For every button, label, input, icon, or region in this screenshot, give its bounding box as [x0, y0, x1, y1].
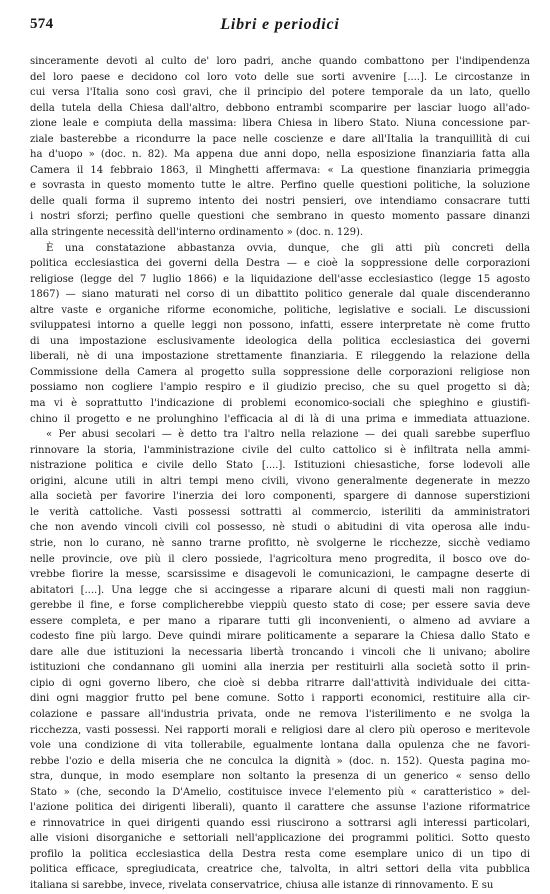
text-line: codesto fine più largo. Deve quindi mirare politicamente a separare la Chiesa dallo Stato e: [30, 631, 530, 643]
text-line: altre vaste e organiche riforme economiche, politiche, legislative e sociali. Le discussioni: [30, 304, 530, 316]
text-line: sviluppatesi intorno a quelle leggi non possono, infatti, essere interpretate nè come frutto: [30, 320, 530, 332]
text-line: ricchezza, vasti possessi. Nei rapporti morali e religiosi dare al clero più operoso e meritevole: [30, 724, 530, 736]
body-text: [30, 54, 530, 894]
text-line: religiose (legge del 7 luglio 1866) e la liquidazione dell'asse ecclesiastico (legge 15 agosto: [30, 273, 530, 285]
text-line: istituzioni che condannano gli uomini alla inerzia per restituirli alla società sotto il prin-: [30, 662, 530, 674]
running-title: Libri e periodici: [220, 16, 340, 33]
running-header: [30, 16, 530, 40]
text-line: politica ecclesiastica dei governi della Destra — e cioè la soppressione delle corporazioni: [30, 258, 530, 270]
text-line: stra, dunque, in modo esemplare non soltanto la presenza di un generico « senso dello: [30, 771, 530, 783]
text-line: « Per abusi secolari — è detto tra l'altro nella relazione — dei quali sarebbe superfluo: [46, 429, 530, 441]
text-line: le verità cattoliche. Vasti possessi sottratti al commercio, isteriliti da amministratori: [30, 506, 530, 518]
text-line: e sovrasta in questo momento tutte le altre. Perfino quelle questioni politiche, la soluzione: [30, 180, 530, 192]
text-line: che non avendo vincoli civili col possesso, nè studi o abitudini di vita operosa alle indu-: [30, 522, 530, 534]
text-line: zione leale e compiuta della massima: libera Chiesa in libero Stato. Niuna concessione par-: [30, 118, 530, 130]
text-line: gerebbe il fine, e forse complicherebbe vieppiù questo stato di cose; per essere savia deve: [30, 600, 530, 612]
text-line: alla società per favorire l'inerzia dei loro componenti, spargere di dannose superstizioni: [30, 491, 530, 503]
text-line: politica efficace, spregiudicata, creatrice che, talvolta, in altri settori della vita pubblica: [30, 864, 530, 876]
text-line: ziale basterebbe a ricondurre la pace nelle coscienze e dare all'Italia la tranquillità di cui: [30, 133, 530, 145]
text-line: alla stringente necessità dell'interno ordinamento » (doc. n. 129).: [30, 227, 364, 239]
text-line: colazione e passare all'industria privata, onde ne remova l'isterilimento e ne svolga la: [30, 708, 530, 720]
text-line: italiana si sarebbe, invece, rivelata conservatrice, chiusa alle istanze di rinnovamento. E su: [30, 879, 494, 891]
text-line: nistrazione politica e civile dello Stato [....]. Istituzioni chiesastiche, forse lodevoli alle: [30, 460, 530, 472]
text-line: Stato » (che, secondo la D'Amelio, costituisce invece l'elemento più « caratteristico » del-: [30, 786, 530, 798]
text-line: del loro paese e decidono col loro voto delle sue sorti avvenire [....]. Le circostanze in: [30, 71, 530, 83]
text-line: dini ogni maggior frutto pel bene comune. Sotto i rapporti economici, restituire alla cir-: [30, 693, 530, 705]
text-line: dare alle due istituzioni la necessaria libertà troncando i vincoli che li univano; abolire: [30, 646, 530, 658]
text-line: 1867) — siano maturati nel corso di un dibattito politico generale dal quale discenderanno: [30, 289, 530, 301]
text-line: possiamo non cogliere l'ampio respiro e il giudizio preciso, che su quel progetto si dà;: [30, 382, 530, 394]
text-line: chino il progetto e ne prolunghino l'efficacia al di là di una prima e immediata attuazione.: [30, 413, 530, 425]
text-line: delle quali forma il supremo intento dei nostri pensieri, ove intendiamo consacrare tutti: [30, 195, 530, 207]
text-line: vrebbe fiorire la messe, scarsissime e disagevoli le comunicazioni, le campagne deserte di: [30, 569, 530, 581]
text-line: di una impostazione esclusivamente ideologica della politica ecclesiastica dei governi: [30, 335, 530, 347]
text-line: strie, non lo curano, nè sanno trarne profitto, nè svolgerne le ricchezze, sicchè vediamo: [30, 537, 530, 549]
text-line: rebbe l'ozio e della miseria che ne conculca la dignità » (doc. n. 152). Questa pagina mo-: [30, 755, 530, 767]
text-line: e rinnovatrice in quei dirigenti quando essi riuscirono a sottrarsi agli interessi particolari,: [30, 817, 530, 829]
text-line: essere completa, e per mano a riparare tutti gli inconvenienti, o almeno ad avviare a: [30, 615, 530, 627]
text-line: abitatori [....]. Una legge che si accingesse a riparare alcuni di questi mali non raggiun-: [30, 584, 530, 596]
text-line: origini, alcune utili in altri tempi meno civili, vivono generalmente degenerate in mezzo: [30, 475, 530, 487]
text-line: cui versa l'Italia sono così gravi, che il principio del potere temporale da un lato, quello: [30, 87, 530, 99]
text-line: alle visioni disorganiche e settoriali nell'applicazione dei programmi politici. Sotto questo: [30, 833, 530, 845]
text-line: cipio di ogni governo libero, che cioè si debba ritrarre dall'attività individuale dei citta-: [30, 677, 530, 689]
text-line: i nostri sforzi; perfino quelle questioni che sembrano in questo momento passare dinanzi: [30, 211, 530, 223]
text-line: della tutela della Chiesa dall'altro, debbono entrambi scomparire per lasciar luogo all'ado-: [30, 102, 530, 114]
text-line: ha d'uopo » (doc. n. 82). Ma appena due anni dopo, nella esposizione finanziaria fatta alla: [30, 149, 530, 161]
text-line: Commissione della Camera al progetto sulla soppressione delle corporazioni religiose non: [30, 366, 530, 378]
text-line: profilo la politica ecclesiastica della Destra resta come esemplare unico di un tipo di: [30, 848, 530, 860]
text-line: liberali, nè di una impostazione strettamente finanziaria. E rileggendo la relazione della: [30, 351, 530, 363]
text-line: vole una condizione di vita tollerabile, egualmente lontana dalla opulenza che ne favori-: [30, 740, 530, 752]
text-line: ma vi è soprattutto l'indicazione di problemi economico-sociali che spieghino e giustifi-: [30, 398, 530, 410]
text-line: Camera il 14 febbraio 1863, il Minghetti affermava: « La questione finanziaria primeggia: [30, 164, 530, 176]
text-line: l'azione politica dei dirigenti liberali), quanto il carattere che assunse l'azione riformatrice: [30, 802, 530, 814]
text-line: È una constatazione abbastanza ovvia, dunque, che gli atti più concreti della: [46, 242, 530, 254]
page-number: 574: [30, 16, 54, 32]
text-line: nelle provincie, ove più il clero possiede, l'agricoltura meno progredita, il bosco ove do-: [30, 553, 530, 565]
text-line: rinnovare la storia, l'amministrazione civile del culto cattolico si è infiltrata nella ammi-: [30, 444, 530, 456]
text-line: sinceramente devoti al culto de' loro padri, anche quando combattono per l'indipendenza: [30, 56, 530, 67]
